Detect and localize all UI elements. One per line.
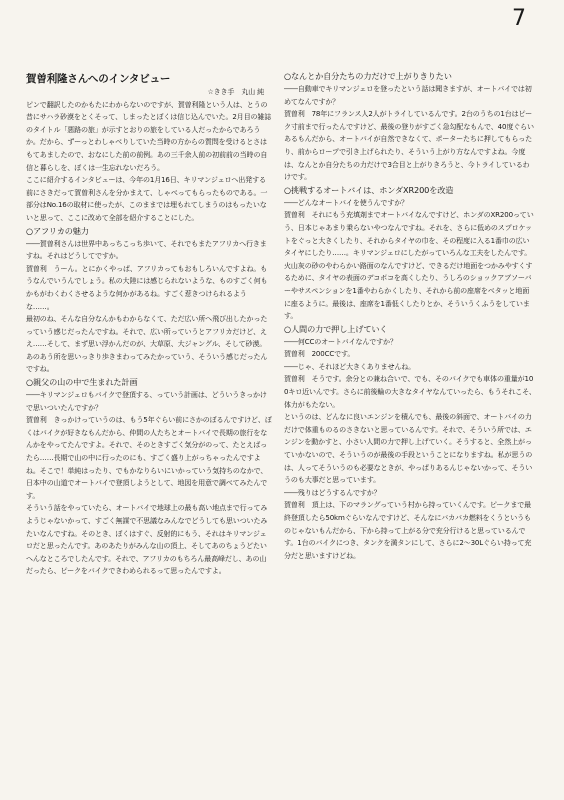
interviewer-credit: ☆きき手 丸山 純 (207, 87, 264, 96)
right-column (284, 70, 536, 562)
question-motorcycle: ――どんなオートバイを使うんですか？ (284, 197, 409, 207)
question-plan: ――キリマンジェロもバイクで登頂する、っていう計画は、どういうきっかけで思いついたんですか？ (26, 390, 267, 412)
section-heading-africa: ○アフリカの魅力 (26, 225, 89, 236)
article-title: 賀曽利隆さんへのインタビュー (26, 73, 171, 85)
answer-first-time: 賀曽利 78年にフランス人2人がトライしているんです。2台のうちの1台はピーク寸前まで行ったんですけど、最後の登りがすごく急勾配なもんで、40度ぐらいあるもんだから、オートバイが自然できなくて、ポーターたちに押してもらったり、前からロープで引き上げられたり、そういう上がり方なんですよね。今度は、なんとか自分たちの力だけで3合目と上がりきろうと、今トライしているわけです。 (284, 109, 534, 182)
section-heading-human-power: ○人間の力で押し上げていく (284, 323, 388, 334)
section-heading-motorcycle: ○挑戦するオートバイは、ホンダXR200を改造 (284, 184, 454, 195)
page-number: 7 (512, 6, 526, 31)
answer-motorcycle: 賀曽利 それにもう充填剤までオートバイなんですけど、ホンダのXR200っていう、日本じゃあまり乗らないやつなんですね。それを、さらに低めのスプロケットをぐっと大きくしたり、それからタイヤの巾を、その程度に入る1番巾の広いタイヤにしたり……。キリマンジェロにしたがっていろんな工夫をしたんです。火山灰の砂のやわらかい路面のなんですけど、できるだけ地面をつかみやすくするために、タイヤの表面のデコボコを高くしたり、うしろのショックアブソーバーやサスペンションを1番やわらかくしたり、それから前の座席をベタッと地面に座るように。最後は、座席を1番低くしたりとか、そういうくふうをしています。 (284, 210, 534, 321)
question-africa: ――賀曽利さんは世界中あっちこっち歩いて、それでもまたアフリカへ行きますね。それはどうしてですか。 (26, 238, 267, 261)
answer-cc: 賀曽利 200CCです。 ――じゃ、それほど大きくありませんね。 賀曽利 そうです。余分との兼ね合いで、でも、そのバイクでも車体の重量が100キロ近いんです。さらに前後輪の大きなタイヤなんていったら、もうそれこそ、体力がもたない。 というのは、どんなに良いエンジンを積んでも、最後の斜面で、オートバイの力だけで体重ものるのさきないと思っているんです。それで、そういう所では、エンジンを動かすと、小さい人間の力で押し上げていく。そうすると、全然上がっていかないので、そういうのが最後の手段ということになりますね。私が思うのは、人ってそういうのも必要なときが、やっぱりあるんじゃないかって、そういうのも大事だと思っています。 ――残りはどうするんですか？ (284, 349, 536, 497)
left-column (26, 72, 272, 578)
section-heading-plan: ○親父の山の中で生まれた計画 (26, 377, 138, 388)
question-first-time: ――自動車でキリマンジェロを登ったという話は聞きますが、オートバイでは初めてなんですか？ (284, 84, 532, 106)
answer-fuel: 賀曽利 頂上は、下のマラングっていう村から持っていくんです。ピークまで最終登頂したら50kmぐらいなんですけど、そんなにバカバカ燃料をくうというものじゃないもんだから、下から持って上がる分で充分行けると思っているんです。1台のバイクにつき、タンクを満タンにして、さらに2～30Lぐらい持って充分だと思いますけどね。 (284, 500, 532, 560)
question-cc: ――何CCのオートバイなんですか？ (284, 336, 397, 346)
answer-plan: 賀曽利 きっかけっていうのは、もう5年ぐらい前にさかのぼるんですけど、ぼくはバイクが好きなもんだから、仲間の人たちとオートバイで長期の旅行をなんかをやってたんですよ。それで、そのときすごく気分がのって、たとえばったら……長期で山の中に行ったのにも、すごく盛り上がっちゃったんですよね。そこで！単純はったり、でもかなりらいにいかっていう気持ちのなかで、日本中の山道でオートバイで登頂しようとして、地図を用意で調べてみたんです。 そういう話をやっていたら、オートバイで地球上の最も高い地点まで行ってみようじゃないかって、すごく無謀で不思議なみんなでどうしても思いついたみたいなんですね。そのとき、ぼくはすぐ、反射的にもう、それはキリマンジェロだと思ったんです。あのあたりがみんな山の頂上、そしてあのちょうどたいへんなところでしたんです。それで、アフリカのもちろん最高峰だし、あの山だったら、ピークをバイクできわめられるって思ったんですよ。 (26, 415, 272, 576)
section-heading-own-power: ○なんとか自分たちの力だけで上がりきりたい (284, 71, 452, 81)
intro-text: ピンで翻訳したのかもたにわからないのですが、賀曽利隆という人は、とうの昔にサハラ砂漠をとくそって、しまったとぼくは信じ込んでいた。2月目の雑誌のタイトル「悪路の旅」が示すとおりの旅をしている人だったからであろうか。だから、ずーっとわしゃべりしていた当時の方からの質問を受けるとさはもてあましたので、おなにした前の前例。あの三千余人前の初前前の当時の自信と暮らしを、ぼくは一生忘れないだろう。 ここに紹介するインタビューは、今年の1月16日、キリマンジェロへ出発する前にさきだって賀曽利さんを分かまえて、しゃべってもらったものである。一部分はNo.16の取材に使ったが、このままでは埋もれてしまうのはもったいないと思って、ここに改めて全部を紹介することにした。 (26, 99, 272, 222)
answer-africa: 賀曽利 うーん。とにかくやっぱ、アフリカってもおもしろいんですよね。もうなんでいうんでしょう。私の大陸には感じられないような、ものすごく何もかもがわくわくさせるような何かがあるね。すごく惹きつけられるような……。 最初のね、そんな自分なんかもわからなくて、ただ広い所へ飛び出したかったっていう感じだったんですね。それで、広い所っていうとアフリカだけど、ええ……そして、まず思い浮かんだのが、大草原、大ジャングル、そして砂漠。あのあう所を思いっきり歩きまわってみたかっていう、そういう感じだったんですね。 (26, 263, 268, 374)
